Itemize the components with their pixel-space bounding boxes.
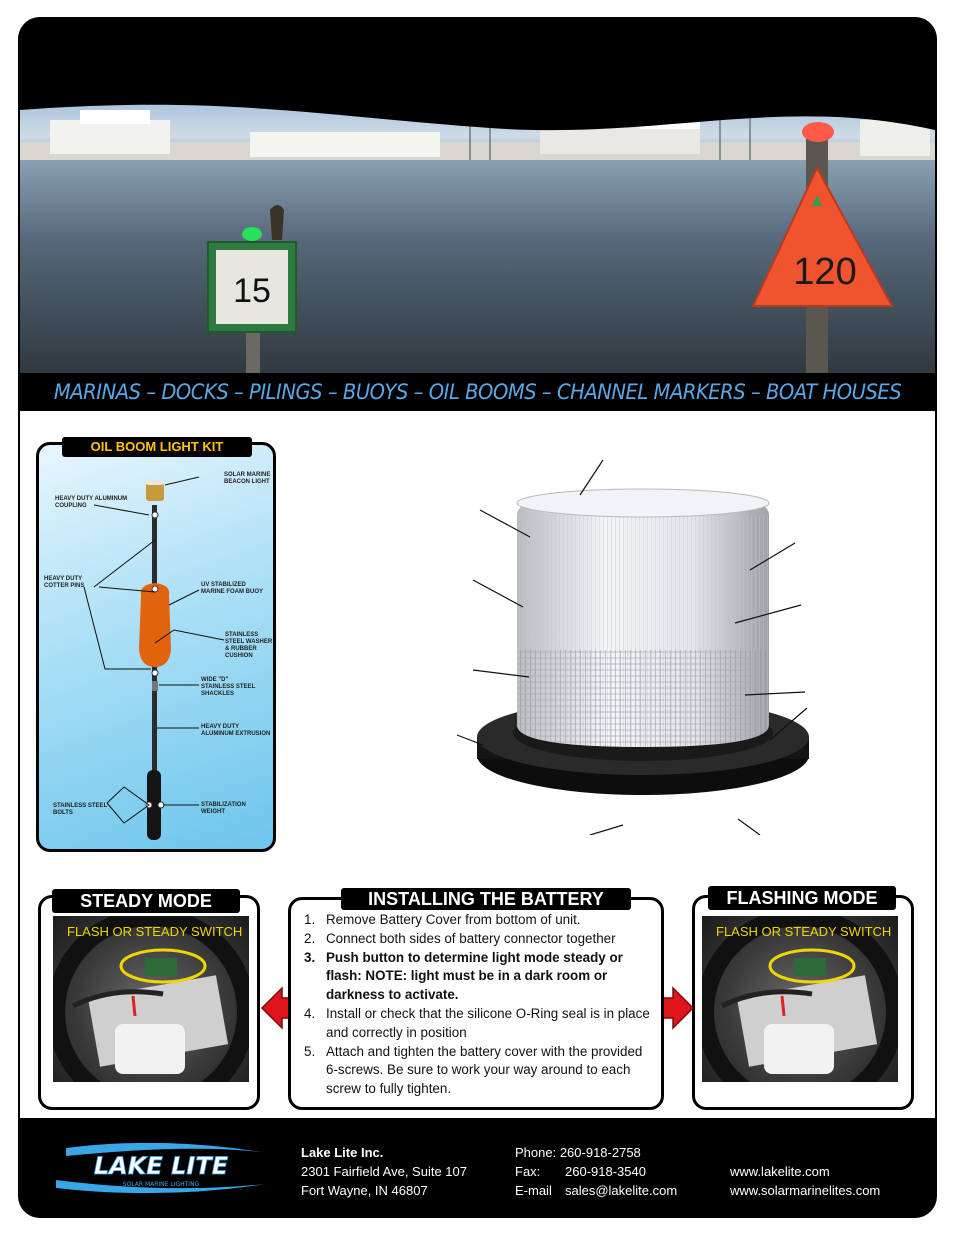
install-step: 5. Attach and tighten the battery cover with the provided 6-screws. Be sure to work your way around to each screw to fully tighten. bbox=[304, 1043, 643, 1097]
flashing-switch-label: FLASH OR STEADY SWITCH bbox=[716, 924, 892, 939]
banner-text: MARINAS – DOCKS – PILINGS – BUOYS – OIL BOOMS – CHANNEL MARKERS – BOAT HOUSES bbox=[53, 380, 902, 404]
install-step: 4. Install or check that the silicone O-Ring seal is in place and correctly in position bbox=[304, 1005, 650, 1040]
install-step: 3. Push button to determine light mode steady or flash: NOTE: light must be in a dark room or darkness to activate. bbox=[304, 949, 623, 1003]
label-beacon: SOLAR MARINE BEACON LIGHT bbox=[224, 472, 271, 485]
label-washer: STAINLESS STEEL WASHER & RUBBER CUSHION bbox=[225, 632, 273, 659]
install-step: 1. Remove Battery Cover from bottom of unit. bbox=[304, 912, 581, 927]
flashing-mode-title: FLASHING MODE bbox=[708, 886, 896, 910]
red-sign-number: 120 bbox=[793, 251, 857, 293]
steady-switch-label: FLASH OR STEADY SWITCH bbox=[67, 924, 243, 939]
steady-mode-title: STEADY MODE bbox=[52, 889, 240, 913]
label-weight: STABILIZATION WEIGHT bbox=[201, 802, 246, 815]
phone-number: 260-918-2758 bbox=[559, 1145, 641, 1160]
install-battery-title: INSTALLING THE BATTERY bbox=[341, 888, 631, 910]
address-line-2: Fort Wayne, IN 46807 bbox=[301, 1183, 428, 1198]
company-address bbox=[301, 1143, 467, 1200]
install-steps-list bbox=[304, 911, 654, 1099]
hero-scene bbox=[20, 102, 935, 390]
beacon-light-image bbox=[455, 455, 815, 835]
company-name: Lake Lite Inc. bbox=[301, 1145, 384, 1160]
address-line-1: 2301 Fairfield Ave, Suite 107 bbox=[301, 1164, 467, 1179]
label-extrusion: HEAVY DUTY ALUMINUM EXTRUSION bbox=[201, 724, 271, 737]
lake-lite-logo bbox=[46, 1140, 276, 1198]
green-sign-number: 15 bbox=[233, 272, 271, 310]
oil-boom-title: OIL BOOM LIGHT KIT bbox=[62, 437, 252, 457]
fax-label: Fax: bbox=[515, 1164, 541, 1179]
email-link[interactable]: sales@lakelite.com bbox=[565, 1183, 678, 1198]
label-shackles: WIDE "D" STAINLESS STEEL SHACKLES bbox=[201, 677, 256, 697]
svg-text:LAKE LITE: LAKE LITE bbox=[93, 1152, 229, 1180]
oil-boom-diagram bbox=[36, 442, 276, 852]
email-label: E-mail bbox=[515, 1183, 552, 1198]
fax-number: 260-918-3540 bbox=[565, 1164, 646, 1179]
label-cotter: HEAVY DUTY COTTER PINS bbox=[44, 576, 85, 589]
wave-decoration bbox=[20, 100, 935, 145]
website-link-1[interactable]: www.lakelite.com bbox=[730, 1164, 830, 1179]
contact-info bbox=[515, 1143, 677, 1200]
install-step: 2. Connect both sides of battery connector together bbox=[304, 930, 616, 946]
websites bbox=[730, 1162, 880, 1200]
website-link-2[interactable]: www.solarmarinelites.com bbox=[730, 1183, 881, 1198]
hero-photo bbox=[20, 102, 935, 390]
phone-label: Phone: bbox=[515, 1145, 557, 1160]
flashing-mode-photo bbox=[702, 916, 898, 1082]
applications-banner bbox=[20, 373, 935, 411]
label-bolts: STAINLESS STEEL BOLTS bbox=[53, 803, 108, 816]
steady-mode-photo bbox=[53, 916, 249, 1082]
svg-text:SOLAR MARINE LIGHTING: SOLAR MARINE LIGHTING bbox=[122, 1181, 200, 1188]
label-buoy: UV STABILIZED MARINE FOAM BUOY bbox=[201, 582, 263, 595]
label-coupling: HEAVY DUTY ALUMINUM COUPLING bbox=[55, 496, 128, 509]
